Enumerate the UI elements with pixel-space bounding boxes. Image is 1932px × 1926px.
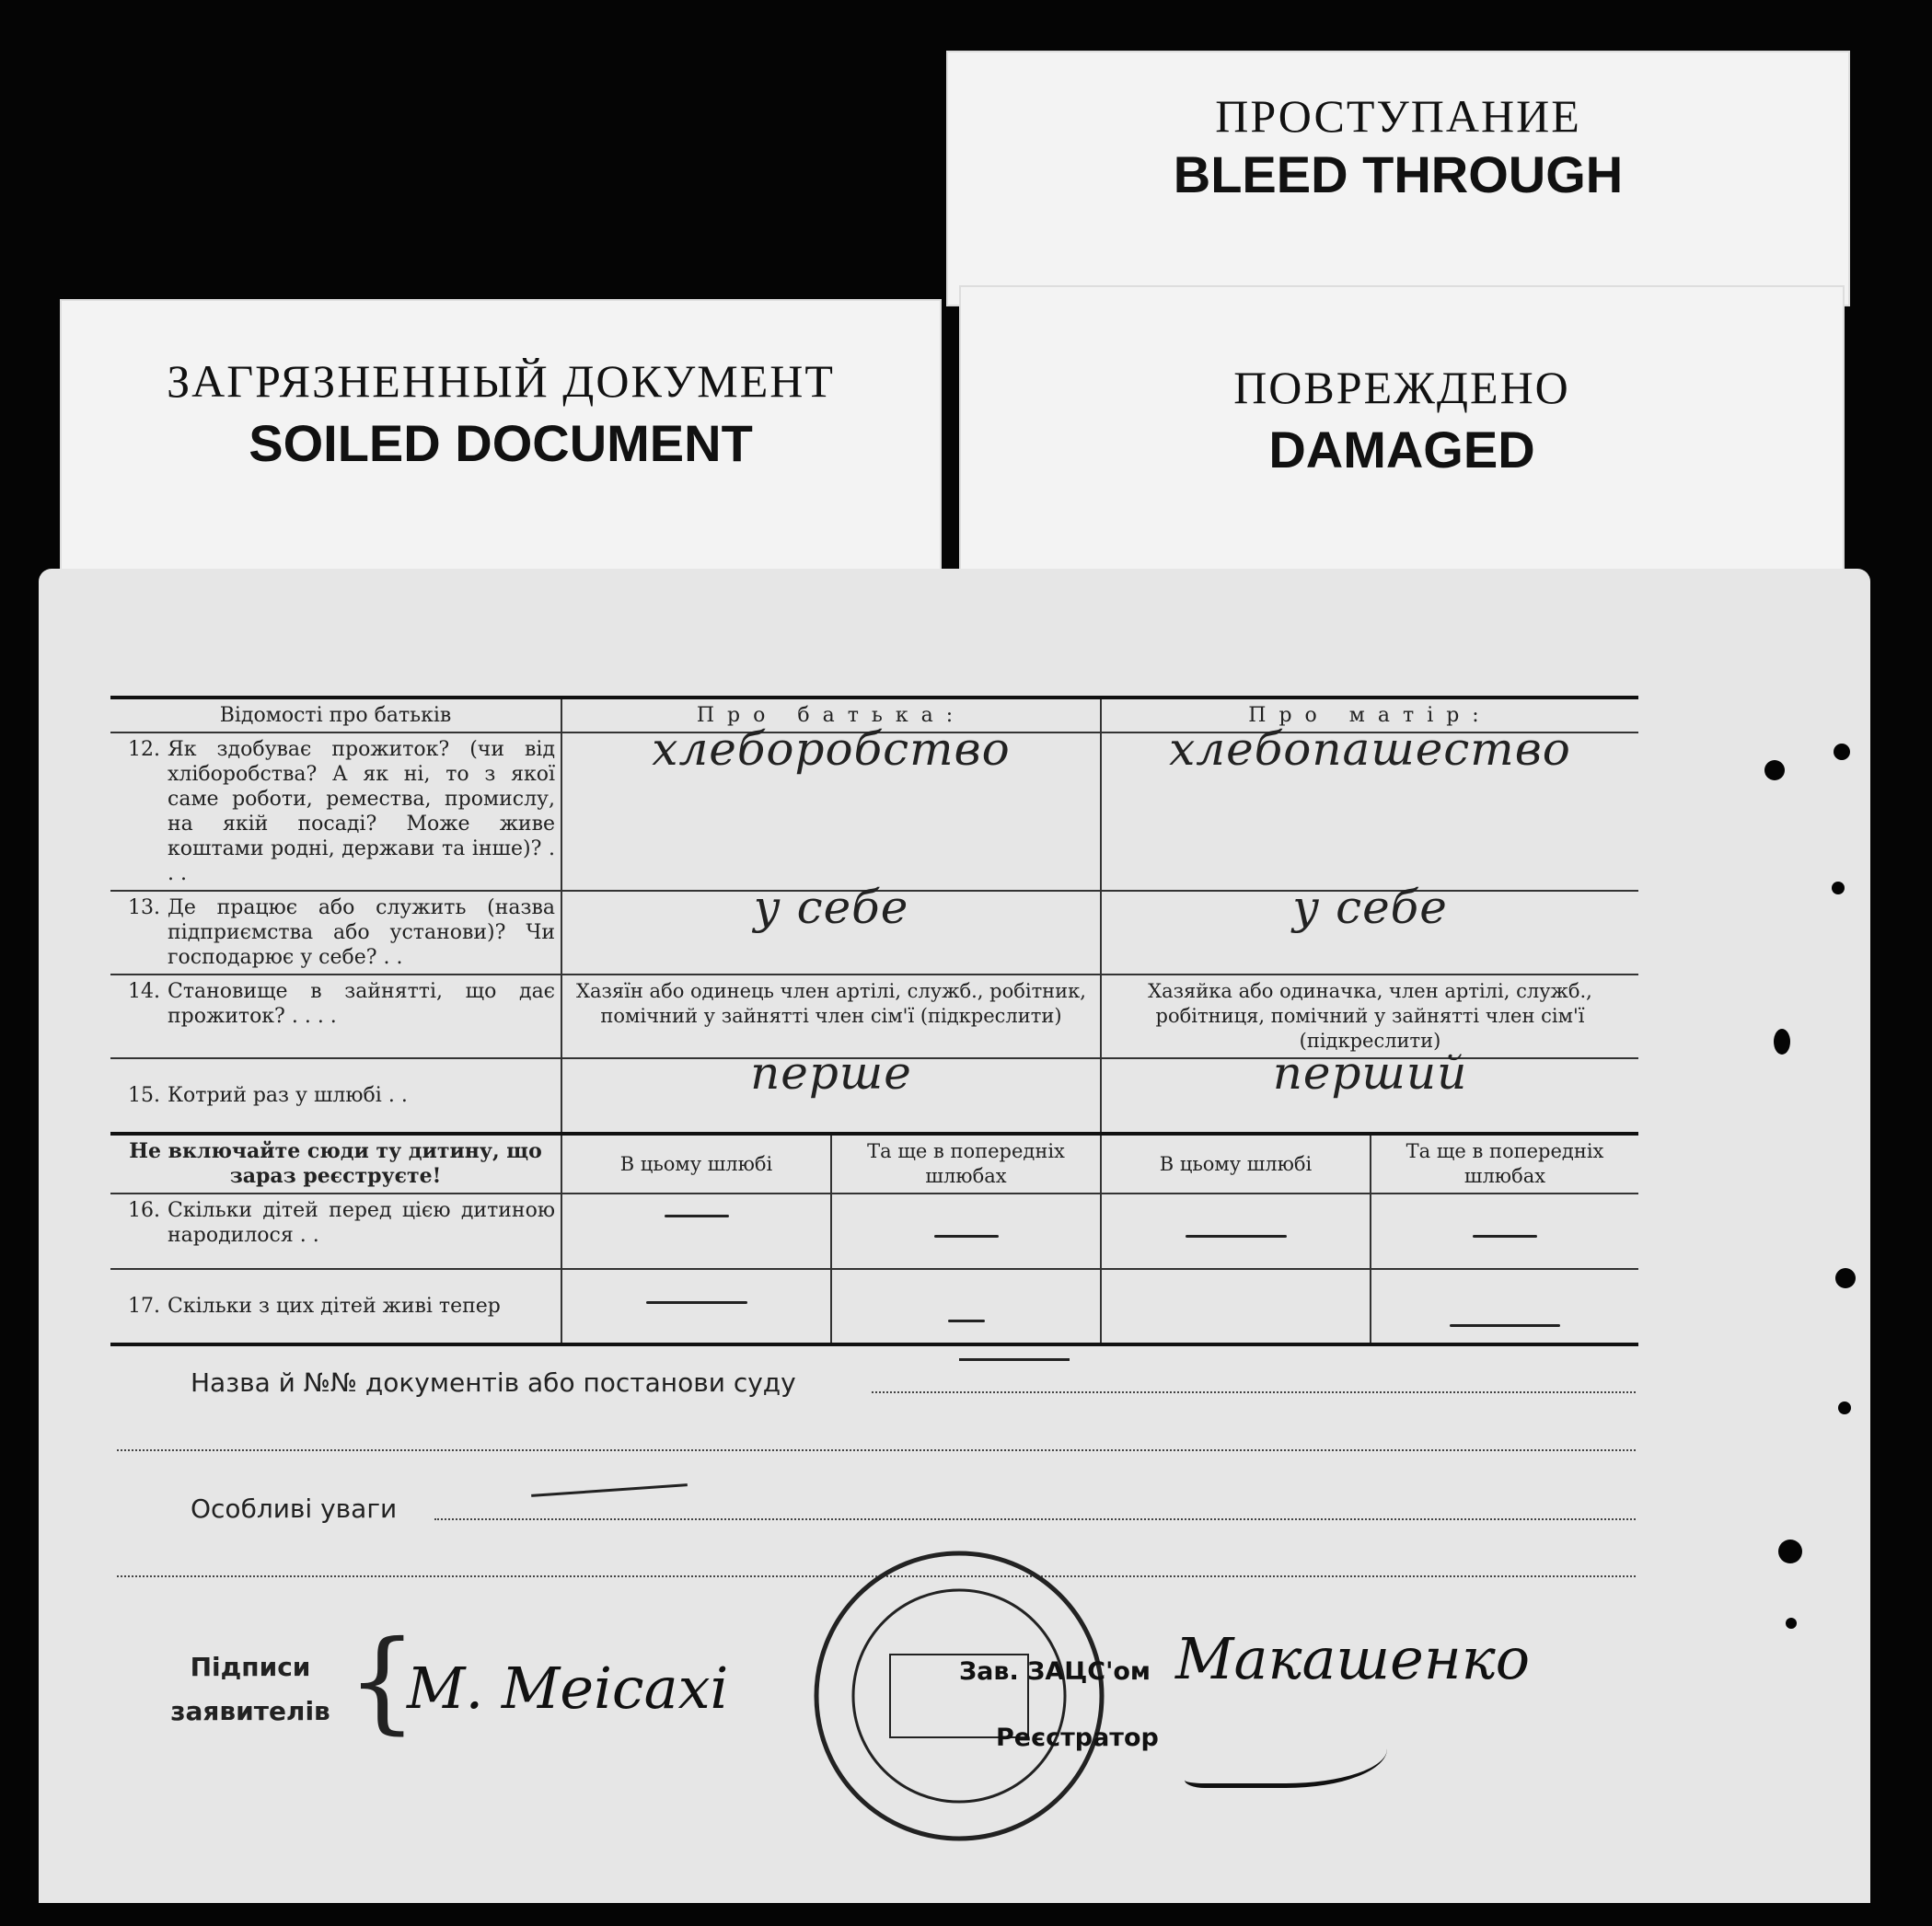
documents-dotted-line-2 [117,1447,1636,1451]
signatures-label: Підписи заявителів [170,1652,330,1726]
col-header-parents-info: Відомості про батьків [110,698,561,732]
table-row-q13 [110,891,1638,975]
mother-previous-marriages-header: Та ще в попередніх шлюбах [1371,1134,1638,1194]
handwritten-dash [665,1215,729,1217]
father-marriage-count-handwritten: перше [561,1058,1101,1134]
notes-dotted-line [434,1517,1636,1520]
dash-cell [1371,1194,1638,1269]
question-15 [110,1058,561,1134]
dash-cell [1371,1269,1638,1344]
dash-cell [831,1194,1101,1269]
parents-info-table [110,696,1638,1346]
notes-label: Особливі уваги [191,1494,398,1524]
documents-dotted-line [872,1390,1636,1393]
question-number: 12. [128,738,160,761]
official-round-stamp [807,1544,1111,1848]
handwritten-dash [934,1235,999,1238]
head-registry-role: Зав. ЗАЦС'ом [959,1657,1151,1686]
question-number: 14. [128,980,160,1003]
question-number: 13. [128,896,160,919]
registration-form-sheet [39,569,1870,1903]
dash-cell [561,1194,831,1269]
mother-this-marriage-header: В цьому шлюбі [1101,1134,1371,1194]
handwritten-dash [959,1358,1070,1361]
punch-hole [1832,882,1845,894]
father-occupation-handwritten: хлеборобство [561,732,1101,891]
handwritten-dash [646,1301,747,1304]
col-header-mother: Про матір: [1101,698,1638,732]
question-text: Котрий раз у шлюбі . . [168,1084,408,1107]
handwritten-dash [1450,1324,1560,1327]
question-text: Скільки дітей перед цією дитиною народилося . . [168,1199,555,1247]
damaged-en: DAMAGED [1268,421,1535,479]
father-workplace-handwritten: у себе [561,891,1101,975]
children-header-row [110,1134,1638,1194]
punch-hole [1838,1401,1851,1414]
head-signature: Макашенко [1175,1625,1531,1692]
punch-hole [1786,1618,1797,1629]
punch-hole [1774,1029,1790,1055]
dash-cell [831,1269,1101,1344]
bleed-through-card [946,51,1850,306]
mother-marriage-count-handwritten: перший [1101,1058,1638,1134]
damaged-ru: ПОВРЕЖДЕНО [1233,362,1570,413]
father-previous-marriages-header: Та ще в попередніх шлюбах [831,1134,1101,1194]
question-text: Скільки з цих дітей живі тепер [168,1295,501,1318]
table-row-q16 [110,1194,1638,1269]
father-this-marriage-header: В цьому шлюбі [561,1134,831,1194]
handwritten-dash [1186,1235,1287,1238]
table-row-q12 [110,732,1638,891]
bleed-through-en: BLEED THROUGH [1173,145,1624,203]
registrar-role: Реєстратор [996,1724,1159,1752]
mother-occupation-handwritten: хлебопашество [1101,732,1638,891]
handwritten-dash [1473,1235,1537,1238]
question-number: 17. [128,1295,160,1318]
punch-hole [1764,760,1785,780]
bleed-through-ru: ПРОСТУПАНИЕ [1215,90,1581,142]
dash-cell [561,1269,831,1344]
table-row-q15 [110,1058,1638,1134]
mother-workplace-handwritten: у себе [1101,891,1638,975]
question-17 [110,1269,561,1344]
applicant-signature: M. Meicaxi [407,1655,729,1722]
damaged-card [959,285,1845,578]
question-14 [110,975,561,1058]
documents-label: Назва й №№ документів або постанови суду [191,1367,796,1398]
soiled-en: SOILED DOCUMENT [249,414,753,472]
question-16 [110,1194,561,1269]
col-header-father: Про батька: [561,698,1101,732]
punch-hole [1778,1540,1802,1563]
punch-hole [1834,744,1850,760]
dash-cell [1101,1194,1371,1269]
question-text: Як здобуває прожиток? (чи від хліборобства? А як ні, то з якої саме роботи, ремества, промислу, на якій посаді? Може живе коштами родні, держави та інше)? . . . [168,738,555,885]
registrar-signature-mark [1185,1710,1387,1788]
table-row-q17 [110,1269,1638,1344]
mother-employment-status-options: Хазяйка або одиначка, член артілі, служб., робітниця, помічний у зайнятті член сім'ї (підкреслити) [1101,975,1638,1058]
soiled-ru: ЗАГРЯЗНЕННЫЙ ДОКУМЕНТ [167,355,835,407]
question-text: Де працює або служить (назва підприємства або установи)? Чи господарює у себе? . . [168,896,555,969]
soiled-document-card [60,299,942,580]
question-text: Становище в зайнятті, що дає прожиток? . . . . [168,980,555,1028]
handwritten-dash [948,1320,985,1322]
dash-cell [1101,1269,1371,1344]
question-13 [110,891,561,975]
question-number: 15. [128,1084,160,1107]
children-exclusion-note: Не включайте сюди ту дитину, що зараз реєструєте! [110,1134,561,1194]
question-number: 16. [128,1199,160,1222]
father-employment-status-options: Хазяїн або одинець член артілі, служб., робітник, помічний у зайнятті член сім'ї (підкреслити) [561,975,1101,1058]
brace-icon: { [347,1618,418,1746]
punch-hole [1835,1268,1856,1288]
handwritten-dash [531,1483,688,1497]
question-12 [110,732,561,891]
